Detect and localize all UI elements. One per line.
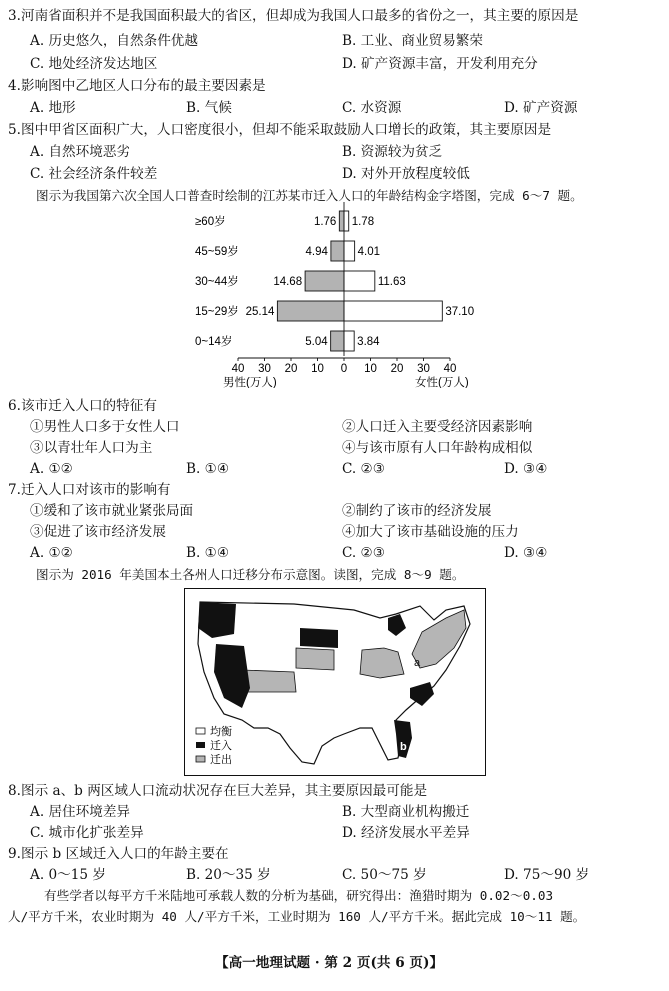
map-label-b: b	[400, 741, 407, 753]
value-label-female-2: 11.63	[377, 276, 406, 288]
bar-male-4	[331, 331, 344, 351]
category-label-0: ≥60岁	[195, 216, 226, 228]
region-out-midwest	[360, 648, 404, 678]
value-label-male-3: 25.14	[245, 306, 275, 318]
xlabel-male: 男性(万人)	[223, 377, 277, 388]
intro-6-7: 图示为我国第六次全国人口普查时绘制的江苏某市迁入人口的年龄结构金字塔图，完成 6～7 题。	[36, 188, 583, 203]
q7-option-d: D. ③④	[504, 545, 548, 561]
q6-option-c: C. ②③	[342, 461, 385, 477]
bar-female-3	[344, 301, 442, 321]
value-label-male-2: 14.68	[273, 276, 303, 288]
q4-option-c: C. 水资源	[342, 100, 402, 116]
q6-stem: 6.该市迁入人口的特征有	[8, 398, 157, 414]
legend-in: 迁入	[210, 740, 232, 752]
population-pyramid-chart	[175, 200, 475, 388]
q9-stem: 9.图示 b 区域迁入人口的年龄主要在	[8, 846, 229, 862]
q5-option-d: D. 对外开放程度较低	[342, 166, 470, 182]
bar-female-0	[344, 211, 349, 231]
q7-option-c: C. ②③	[342, 545, 385, 561]
q6-option-b: B. ①④	[186, 461, 230, 477]
value-label-female-0: 1.78	[351, 216, 375, 228]
q3-stem: 3.河南省面积并不是我国面积最大的省区，但却成为我国人口最多的省份之一，其主要的原因是	[8, 8, 579, 24]
q9-option-d: D. 75～90 岁	[504, 867, 590, 883]
region-in-dakota	[300, 628, 338, 648]
q7-statement-2: ②制约了该市的经济发展	[342, 503, 492, 519]
q7-statement-4: ④加大了该市基础设施的压力	[342, 524, 519, 540]
legend-balanced: 均衡	[210, 726, 232, 738]
legend-swatch-balanced	[196, 728, 205, 734]
us-migration-map	[184, 588, 486, 776]
q8-stem: 8.图示 a、b 两区域人口流动状况存在巨大差异，其主要原因最可能是	[8, 783, 428, 799]
x-tick-label-4: 0	[340, 363, 348, 375]
q8-option-a: A. 居住环境差异	[30, 804, 131, 820]
legend-swatch-in	[196, 742, 205, 748]
map-label-a: a	[414, 657, 421, 669]
x-tick-label-3: 10	[311, 363, 324, 375]
value-label-male-1: 4.94	[305, 246, 328, 258]
q7-statement-1: ①缓和了该市就业紧张局面	[30, 503, 194, 519]
legend-swatch-out	[196, 756, 205, 762]
map-legend	[196, 724, 232, 766]
x-tick-label-0: 40	[231, 363, 245, 375]
x-tick-label-1: 30	[258, 363, 271, 375]
value-label-male-4: 5.04	[305, 336, 328, 348]
intro-10-11-line2: 人/平方千米，农业时期为 40 人/平方千米，工业时期为 160 人/平方千米。据此完成 10～11 题。	[8, 909, 586, 924]
q7-option-a: A. ①②	[30, 545, 73, 561]
bar-female-4	[344, 331, 354, 351]
q6-option-d: D. ③④	[504, 461, 548, 477]
bar-female-2	[344, 271, 375, 291]
q8-option-c: C. 城市化扩张差异	[30, 825, 144, 841]
q3-option-d: D. 矿产资源丰富，开发利用充分	[342, 56, 538, 72]
q6-statement-4: ④与该市原有人口年龄构成相似	[342, 440, 533, 456]
q7-stem: 7.迁入人口对该市的影响有	[8, 482, 171, 498]
q4-option-a: A. 地形	[30, 100, 76, 116]
page-footer: 【高一地理试题 · 第 2 页(共 6 页)】	[215, 955, 444, 971]
x-tick-label-6: 20	[390, 363, 404, 375]
category-label-3: 15~29岁	[195, 306, 239, 318]
q9-option-a: A. 0～15 岁	[30, 867, 106, 883]
q6-statement-2: ②人口迁入主要受经济因素影响	[342, 419, 533, 435]
q4-option-d: D. 矿产资源	[504, 100, 578, 116]
bar-female-1	[344, 241, 355, 261]
q9-option-b: B. 20～35 岁	[186, 867, 271, 883]
q5-option-a: A. 自然环境恶劣	[30, 144, 131, 160]
x-tick-label-8: 40	[443, 363, 457, 375]
xlabel-female: 女性(万人)	[415, 377, 469, 388]
q4-stem: 4.影响图中乙地区人口分布的最主要因素是	[8, 78, 266, 94]
q6-statement-1: ①男性人口多于女性人口	[30, 419, 180, 435]
q3-option-c: C. 地处经济发达地区	[30, 56, 158, 72]
bar-male-3	[277, 301, 344, 321]
value-label-male-0: 1.76	[313, 216, 337, 228]
q5-option-c: C. 社会经济条件较差	[30, 166, 158, 182]
q6-statement-3: ③以青壮年人口为主	[30, 440, 153, 456]
x-tick-label-5: 10	[364, 363, 377, 375]
x-tick-label-2: 20	[284, 363, 298, 375]
q3-option-a: A. 历史悠久，自然条件优越	[30, 33, 198, 49]
q9-option-c: C. 50～75 岁	[342, 867, 427, 883]
q8-option-b: B. 大型商业机构搬迁	[342, 804, 470, 820]
category-label-4: 0~14岁	[195, 336, 233, 348]
intro-8-9: 图示为 2016 年美国本土各州人口迁移分布示意图。读图，完成 8～9 题。	[36, 567, 465, 582]
q6-option-a: A. ①②	[30, 461, 73, 477]
q5-stem: 5.图中甲省区面积广大，人口密度很小，但却不能采取鼓励人口增长的政策，其主要原因是	[8, 122, 552, 138]
value-label-female-1: 4.01	[357, 246, 381, 258]
intro-10-11-line1: 有些学者以每平方千米陆地可承载人数的分析为基础，研究得出：渔猎时期为 0.02～0.03	[44, 888, 554, 903]
x-tick-label-7: 30	[417, 363, 430, 375]
legend-out: 迁出	[210, 754, 232, 766]
category-label-1: 45~59岁	[195, 246, 239, 258]
q3-option-b: B. 工业、商业贸易繁荣	[342, 33, 483, 49]
bar-male-1	[331, 241, 344, 261]
category-label-2: 30~44岁	[195, 276, 239, 288]
value-label-female-4: 3.84	[357, 336, 380, 348]
bar-male-0	[339, 211, 344, 231]
q7-statement-3: ③促进了该市经济发展	[30, 524, 166, 540]
q4-option-b: B. 气候	[186, 100, 232, 116]
region-out-plains	[296, 648, 334, 670]
q8-option-d: D. 经济发展水平差异	[342, 825, 470, 841]
q5-option-b: B. 资源较为贫乏	[342, 144, 443, 160]
bar-male-2	[305, 271, 344, 291]
region-out-west	[242, 670, 296, 692]
q7-option-b: B. ①④	[186, 545, 230, 561]
value-label-female-3: 37.10	[445, 306, 475, 318]
